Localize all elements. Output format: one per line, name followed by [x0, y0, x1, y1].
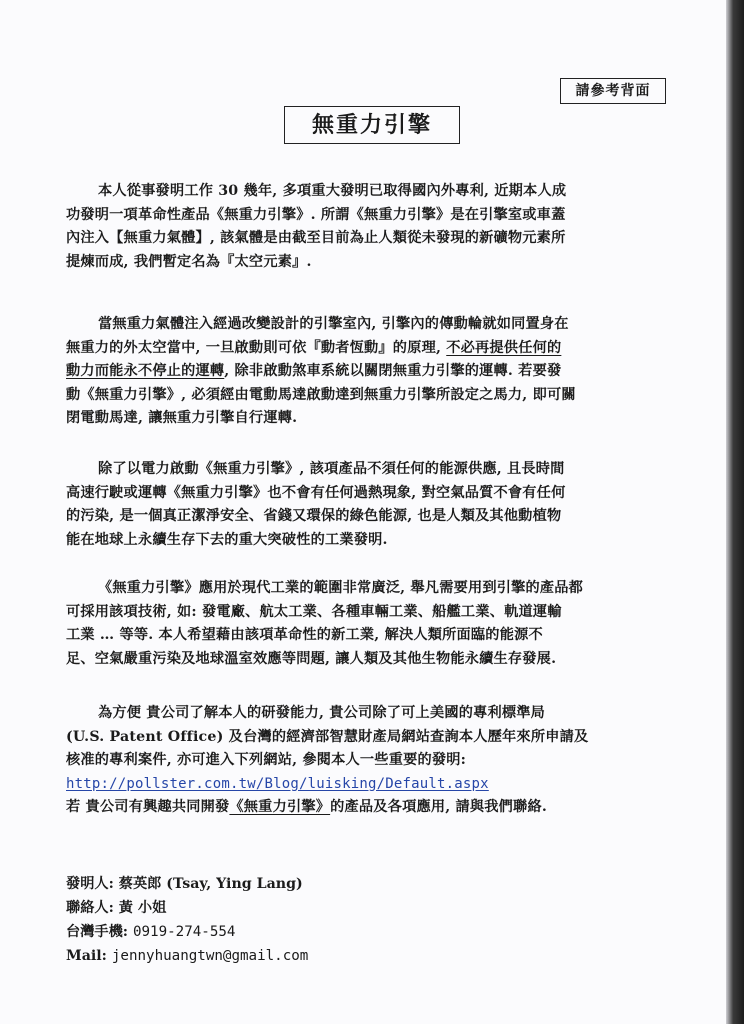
- blog-link[interactable]: http://pollster.com.tw/Blog/luisking/Default.aspx: [66, 775, 489, 792]
- text-line: 《無重力引擎》應用於現代工業的範圍非常廣泛, 舉凡需要用到引擎的產品都: [98, 580, 584, 596]
- text-line: 能在地球上永續生存下去的重大突破性的工業發明.: [66, 531, 388, 548]
- text-line: 高速行駛或運轉《無重力引擎》也不會有任何過熱現象, 對空氣品質不會有任何: [66, 484, 566, 501]
- inventor-label: 發明人:: [66, 876, 114, 892]
- paragraph-principle: [66, 313, 672, 431]
- phone-label: 台灣手機:: [66, 924, 128, 940]
- email-label: Mail:: [66, 948, 107, 964]
- text-line: 工業 … 等等. 本人希望藉由該項革命性的新工業, 解決人類所面臨的能源不: [66, 627, 543, 643]
- paragraph-applications: [66, 577, 672, 671]
- contact-person-label: 聯絡人:: [66, 900, 114, 916]
- text-line: 提煉而成, 我們暫定名為『太空元素』.: [66, 253, 312, 270]
- text-line: 核准的專利案件, 亦可進入下列網站, 參閱本人一些重要的發明:: [66, 752, 467, 768]
- paragraph-intro: [66, 180, 672, 274]
- paragraph-benefits: [66, 458, 672, 552]
- inventor-row: [66, 872, 486, 896]
- see-reverse-note: 請參考背面: [560, 78, 666, 104]
- contact-person-row: [66, 896, 486, 920]
- text-line: [66, 360, 672, 384]
- text-segment: , 除非啟動煞車系統以關閉無重力引擎的運轉. 若要發: [224, 363, 562, 379]
- inventor-value: 蔡英郎 (Tsay, Ying Lang): [118, 876, 303, 892]
- document-title: 無重力引擎: [284, 106, 460, 144]
- underlined-text: 不必再提供任何的: [446, 339, 562, 356]
- text-segment: 若 貴公司有興趣共同開發: [66, 799, 230, 815]
- text-line: [66, 773, 672, 797]
- contact-block: [66, 872, 486, 968]
- text-line: (U.S. Patent Office) 及台灣的經濟部智慧財產局網站查詢本人歷年來所申請及: [66, 728, 589, 745]
- text-line: 除了以電力啟動《無重力引擎》, 該項產品不須任何的能源供應, 且長時間: [98, 461, 565, 477]
- text-line: 動《無重力引擎》, 必須經由電動馬達啟動達到無重力引擎所設定之馬力, 即可關: [66, 386, 576, 403]
- text-line: 閉電動馬達, 讓無重力引擎自行運轉.: [66, 410, 298, 426]
- text-line: 為方便 貴公司了解本人的研發能力, 貴公司除了可上美國的專利標準局: [98, 705, 546, 721]
- email-value: jennyhuangtwn@gmail.com: [111, 948, 309, 964]
- text-line: 足、空氣嚴重污染及地球溫室效應等問題, 讓人類及其他生物能永續生存發展.: [66, 650, 557, 667]
- paragraph-contact-request: [66, 702, 672, 820]
- text-line: 的污染, 是一個真正潔淨安全、省錢又環保的綠色能源, 也是人類及其他動植物: [66, 508, 562, 524]
- text-line: [66, 337, 672, 361]
- text-segment: 的產品及各項應用, 請與我們聯絡.: [330, 799, 547, 815]
- underlined-text: 動力而能永不停止的運轉: [66, 363, 225, 379]
- contact-person-value: 黃 小姐: [118, 900, 167, 916]
- text-line: 功發明一項革命性產品《無重力引擎》. 所謂《無重力引擎》是在引擎室或車蓋: [66, 206, 566, 223]
- email-row: [66, 944, 486, 968]
- scan-edge: [726, 0, 744, 1024]
- text-line: 當無重力氣體注入經過改變設計的引擎室內, 引擎內的傳動輪就如同置身在: [98, 316, 569, 332]
- phone-row: [66, 920, 486, 944]
- text-line: 內注入【無重力氣體】, 該氣體是由截至目前為止人類從未發現的新礦物元素所: [66, 230, 566, 246]
- text-segment: 無重力的外太空當中, 一旦啟動則可依『動者恆動』的原理,: [66, 339, 447, 356]
- text-line: 可採用該項技術, 如: 發電廠、航太工業、各種車輛工業、船艦工業、軌道運輸: [66, 603, 562, 620]
- underlined-text: 《無重力引擎》: [229, 799, 331, 815]
- text-line: [66, 796, 672, 820]
- text-line: 本人從事發明工作 30 幾年, 多項重大發明已取得國內外專利, 近期本人成: [98, 183, 567, 199]
- phone-value: 0919-274-554: [132, 924, 236, 940]
